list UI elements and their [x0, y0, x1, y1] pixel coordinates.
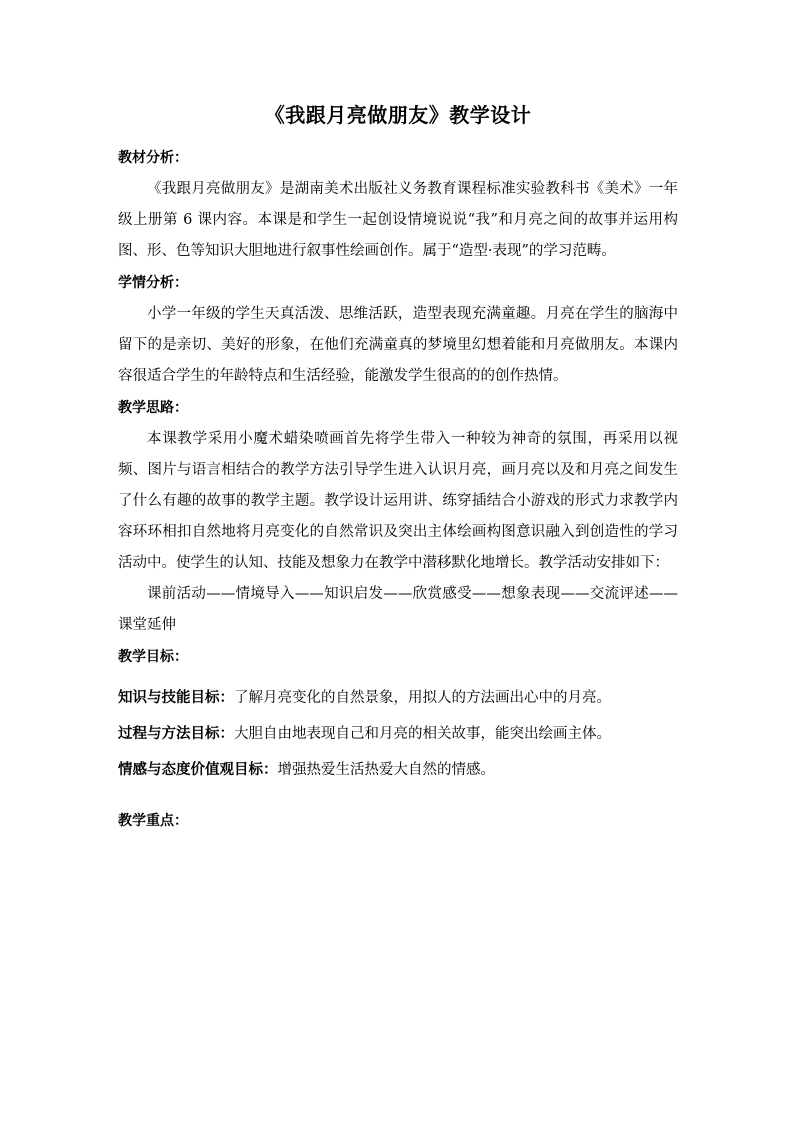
section-spacer	[118, 795, 678, 805]
goal-emotion	[118, 759, 678, 781]
goal-knowledge	[118, 687, 678, 709]
section-teaching-goals	[118, 641, 678, 781]
student-analysis-body: 小学一年级的学生天真活泼、思维活跃，造型表现充满童趣。月亮在学生的脑海中留下的是亲切、美好的形象，在他们充满童真的梦境里幻想着能和月亮做朋友。本课内容很适合学生的年龄特点和生活经验，能激发学生很高的的创作热情。	[118, 306, 678, 384]
goal-emotion-text: 增强热爱生活热爱大自然的情感。	[277, 762, 495, 778]
goal-knowledge-text: 了解月亮变化的自然景象，用拟人的方法画出心中的月亮。	[234, 690, 611, 706]
heading-teaching-approach: 教学思路：	[118, 400, 188, 416]
goal-process	[118, 723, 678, 745]
teaching-flow: 课前活动——情境导入——知识启发——欣赏感受——想象表现——交流评述——课堂延伸	[118, 586, 678, 633]
textbook-analysis-body: 《我跟月亮做朋友》是湖南美术出版社义务教育课程标准实验教科书《美术》一年级上册第 6 课内容。本课是和学生一起创设情境说说“我”和月亮之间的故事并运用构图、形、色等知识大胆地进行叙事性绘画创作。属于“造型·表现”的学习范畴。	[118, 181, 678, 259]
document-page	[118, 100, 678, 837]
heading-student-analysis: 学情分析：	[118, 275, 188, 291]
heading-teaching-goals: 教学目标：	[118, 649, 188, 665]
section-key-points	[118, 805, 678, 837]
teaching-approach-body: 本课教学采用小魔术蜡染喷画首先将学生带入一种较为神奇的氛围，再采用以视频、图片与语言相结合的教学方法引导学生进入认识月亮，画月亮以及和月亮之间发生了什么有趣的故事的教学主题。教学设计运用讲、练穿插结合小游戏的形式力求教学内容环环相扣自然地将月亮变化的自然常识及突出主体绘画构图意识融入到创造性的学习活动中。使学生的认知、技能及想象力在教学中潜移默化地增长。教学活动安排如下：	[118, 431, 678, 571]
section-teaching-approach	[118, 392, 678, 641]
heading-key-points: 教学重点：	[118, 813, 188, 829]
section-student-analysis	[118, 267, 678, 392]
goal-process-label: 过程与方法目标：	[118, 726, 234, 742]
goal-emotion-label: 情感与态度价值观目标：	[118, 762, 278, 778]
goal-process-text: 大胆自由地表现自己和月亮的相关故事，能突出绘画主体。	[234, 726, 611, 742]
goal-knowledge-label: 知识与技能目标：	[118, 690, 234, 706]
section-textbook-analysis	[118, 142, 678, 267]
document-title: 《我跟月亮做朋友》教学设计	[264, 103, 532, 127]
heading-textbook-analysis: 教材分析：	[118, 150, 188, 166]
